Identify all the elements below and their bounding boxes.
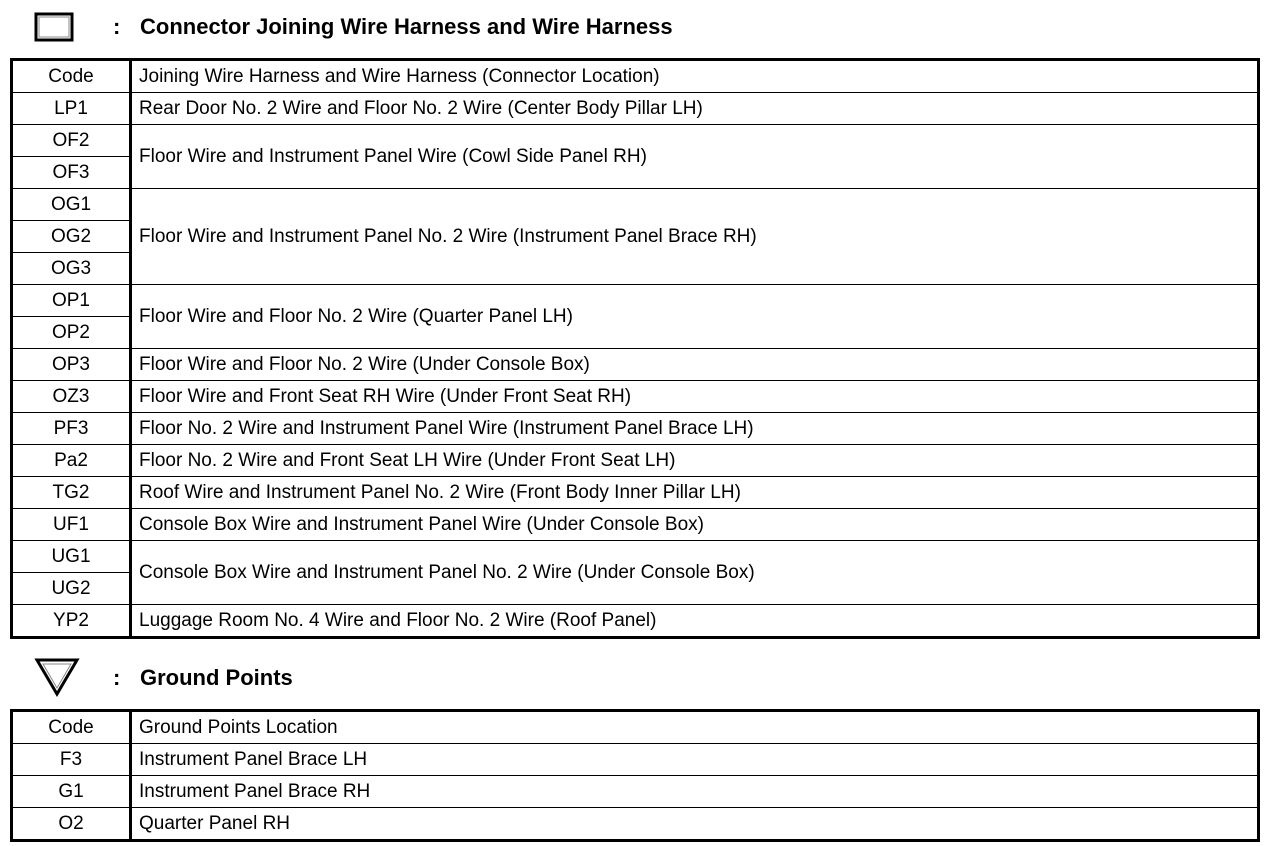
description-cell: Luggage Room No. 4 Wire and Floor No. 2 Wire (Roof Panel) <box>131 605 1259 638</box>
code-cell: PF3 <box>12 413 131 445</box>
description-cell: Console Box Wire and Instrument Panel No. 2 Wire (Under Console Box) <box>131 541 1259 605</box>
table-row <box>12 744 1259 776</box>
table-header-row <box>12 60 1259 93</box>
table-row <box>12 808 1259 841</box>
table-row <box>12 445 1259 477</box>
table-row <box>12 189 1259 221</box>
square-box-icon <box>34 12 74 42</box>
table-row <box>12 93 1259 125</box>
legend-colon: : <box>113 665 121 690</box>
table-header-row <box>12 711 1259 744</box>
code-cell: F3 <box>12 744 131 776</box>
description-cell: Floor Wire and Front Seat RH Wire (Under Front Seat RH) <box>131 381 1259 413</box>
code-cell: UG1 <box>12 541 131 573</box>
description-cell: Console Box Wire and Instrument Panel Wire (Under Console Box) <box>131 509 1259 541</box>
table-row <box>12 349 1259 381</box>
table-row <box>12 509 1259 541</box>
description-cell: Floor Wire and Instrument Panel Wire (Cowl Side Panel RH) <box>131 125 1259 189</box>
code-cell: OG1 <box>12 189 131 221</box>
header-code-cell: Code <box>12 711 131 744</box>
code-cell: OG3 <box>12 253 131 285</box>
connector-section-title: Connector Joining Wire Harness and Wire Harness <box>140 14 673 39</box>
code-cell: LP1 <box>12 93 131 125</box>
description-cell: Floor Wire and Floor No. 2 Wire (Quarter Panel LH) <box>131 285 1259 349</box>
code-cell: TG2 <box>12 477 131 509</box>
code-cell: UG2 <box>12 573 131 605</box>
legend-colon: : <box>113 14 121 39</box>
description-cell: Instrument Panel Brace RH <box>131 776 1259 808</box>
description-cell: Quarter Panel RH <box>131 808 1259 841</box>
code-cell: OF3 <box>12 157 131 189</box>
table-row <box>12 381 1259 413</box>
connector-legend <box>0 6 1280 46</box>
header-description-cell: Joining Wire Harness and Wire Harness (Connector Location) <box>131 60 1259 93</box>
code-cell: OZ3 <box>12 381 131 413</box>
down-triangle-icon <box>34 656 80 698</box>
code-cell: YP2 <box>12 605 131 638</box>
code-cell: UF1 <box>12 509 131 541</box>
table-row <box>12 605 1259 638</box>
table-row <box>12 541 1259 573</box>
code-cell: OP3 <box>12 349 131 381</box>
code-cell: G1 <box>12 776 131 808</box>
code-cell: OF2 <box>12 125 131 157</box>
description-cell: Floor Wire and Floor No. 2 Wire (Under Console Box) <box>131 349 1259 381</box>
description-cell: Floor No. 2 Wire and Front Seat LH Wire (Under Front Seat LH) <box>131 445 1259 477</box>
code-cell: O2 <box>12 808 131 841</box>
code-cell: OP2 <box>12 317 131 349</box>
description-cell: Floor Wire and Instrument Panel No. 2 Wire (Instrument Panel Brace RH) <box>131 189 1259 285</box>
header-description-cell: Ground Points Location <box>131 711 1259 744</box>
description-cell: Rear Door No. 2 Wire and Floor No. 2 Wire (Center Body Pillar LH) <box>131 93 1259 125</box>
code-cell: OG2 <box>12 221 131 253</box>
table-row <box>12 413 1259 445</box>
table-row <box>12 125 1259 157</box>
description-cell: Instrument Panel Brace LH <box>131 744 1259 776</box>
table-row <box>12 285 1259 317</box>
code-cell: OP1 <box>12 285 131 317</box>
ground-points-table <box>10 709 1260 842</box>
connector-table <box>10 58 1260 639</box>
ground-legend <box>0 656 1280 696</box>
table-row <box>12 776 1259 808</box>
code-cell: Pa2 <box>12 445 131 477</box>
description-cell: Roof Wire and Instrument Panel No. 2 Wire (Front Body Inner Pillar LH) <box>131 477 1259 509</box>
header-code-cell: Code <box>12 60 131 93</box>
description-cell: Floor No. 2 Wire and Instrument Panel Wire (Instrument Panel Brace LH) <box>131 413 1259 445</box>
ground-section-title: Ground Points <box>140 665 293 690</box>
table-row <box>12 477 1259 509</box>
